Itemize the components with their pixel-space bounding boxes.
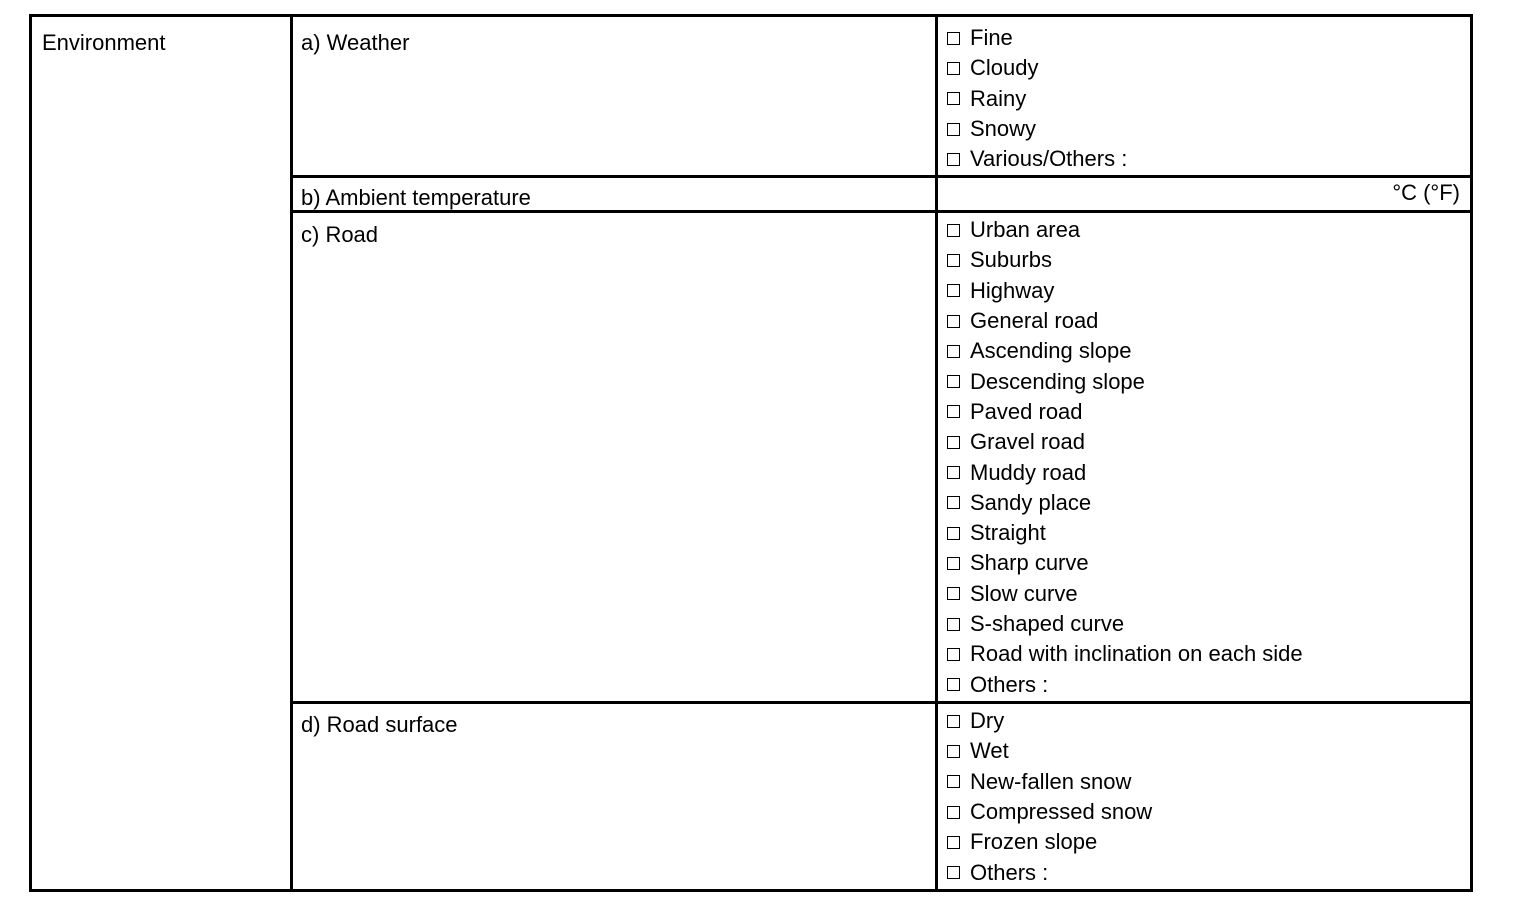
road-option-muddy-road[interactable] xyxy=(947,457,1303,487)
option-label: Straight xyxy=(970,520,1046,546)
road-option-others[interactable] xyxy=(947,669,1303,699)
option-label: Muddy road xyxy=(970,459,1087,485)
checkbox-icon[interactable] xyxy=(947,745,960,758)
weather-options xyxy=(947,23,1127,174)
road-surface-option-wet[interactable] xyxy=(947,736,1152,766)
road-option-ascending-slope[interactable] xyxy=(947,336,1303,366)
road-surface-option-frozen-slope[interactable] xyxy=(947,827,1152,857)
option-label: S-shaped curve xyxy=(970,611,1125,636)
option-label: Ascending slope xyxy=(970,338,1132,364)
road-options xyxy=(947,215,1303,700)
weather-option-various-others[interactable] xyxy=(947,144,1127,174)
road-option-s-shaped-curve[interactable] xyxy=(947,609,1303,639)
checkbox-icon[interactable] xyxy=(947,527,960,540)
ambient-temperature-label: b) Ambient temperature xyxy=(301,185,531,210)
option-label: Others : xyxy=(970,859,1049,885)
checkbox-icon[interactable] xyxy=(947,284,960,297)
option-label: Road with inclination on each side xyxy=(970,641,1303,667)
temperature-unit: °C (°F) xyxy=(1392,180,1460,205)
weather-option-snowy[interactable] xyxy=(947,114,1127,144)
option-label: Snowy xyxy=(970,116,1037,142)
checkbox-icon[interactable] xyxy=(947,775,960,788)
checkbox-icon[interactable] xyxy=(947,405,960,418)
road-option-highway[interactable] xyxy=(947,276,1303,306)
option-label: Sharp curve xyxy=(970,550,1089,576)
option-label: Fine xyxy=(970,25,1013,51)
checkbox-icon[interactable] xyxy=(947,153,960,166)
weather-label: a) Weather xyxy=(301,30,410,55)
option-label: Suburbs xyxy=(970,247,1052,273)
option-label: Paved road xyxy=(970,398,1083,424)
option-label: Wet xyxy=(970,738,1009,764)
checkbox-icon[interactable] xyxy=(947,715,960,728)
checkbox-icon[interactable] xyxy=(947,587,960,600)
checkbox-icon[interactable] xyxy=(947,806,960,819)
road-option-sharp-curve[interactable] xyxy=(947,548,1303,578)
road-surface-option-compressed-snow[interactable] xyxy=(947,797,1152,827)
option-label: New-fallen snow xyxy=(970,768,1132,794)
option-label: Compressed snow xyxy=(970,799,1153,825)
checkbox-icon[interactable] xyxy=(947,557,960,570)
road-surface-option-dry[interactable] xyxy=(947,706,1152,736)
divider-section-column xyxy=(290,17,293,889)
option-label: General road xyxy=(970,308,1099,334)
option-label: Highway xyxy=(970,277,1055,303)
checkbox-icon[interactable] xyxy=(947,496,960,509)
divider-weather-temperature xyxy=(290,175,1470,178)
option-label: Others : xyxy=(970,671,1049,697)
checkbox-icon[interactable] xyxy=(947,678,960,691)
road-option-general-road[interactable] xyxy=(947,306,1303,336)
section-title: Environment xyxy=(42,30,166,55)
checkbox-icon[interactable] xyxy=(947,92,960,105)
option-label: Urban area xyxy=(970,217,1081,243)
checkbox-icon[interactable] xyxy=(947,254,960,267)
road-label: c) Road xyxy=(301,222,379,247)
checkbox-icon[interactable] xyxy=(947,62,960,75)
checkbox-icon[interactable] xyxy=(947,836,960,849)
road-option-inclination-each-side[interactable] xyxy=(947,639,1303,669)
environment-form xyxy=(29,14,1473,892)
option-label: Dry xyxy=(970,708,1005,734)
road-option-sandy-place[interactable] xyxy=(947,488,1303,518)
checkbox-icon[interactable] xyxy=(947,32,960,45)
option-label: Frozen slope xyxy=(970,829,1098,855)
option-label: Sandy place xyxy=(970,489,1092,515)
weather-option-fine[interactable] xyxy=(947,23,1127,53)
checkbox-icon[interactable] xyxy=(947,866,960,879)
road-surface-options xyxy=(947,706,1152,888)
option-label: Various/Others : xyxy=(970,146,1128,172)
checkbox-icon[interactable] xyxy=(947,466,960,479)
divider-options-column xyxy=(935,17,938,889)
road-surface-label: d) Road surface xyxy=(301,712,458,737)
road-option-paved-road[interactable] xyxy=(947,397,1303,427)
checkbox-icon[interactable] xyxy=(947,618,960,631)
weather-option-rainy[interactable] xyxy=(947,84,1127,114)
checkbox-icon[interactable] xyxy=(947,123,960,136)
option-label: Slow curve xyxy=(970,580,1078,606)
option-label: Rainy xyxy=(970,85,1027,111)
road-option-gravel-road[interactable] xyxy=(947,427,1303,457)
checkbox-icon[interactable] xyxy=(947,375,960,388)
option-label: Gravel road xyxy=(970,429,1085,455)
road-option-urban-area[interactable] xyxy=(947,215,1303,245)
checkbox-icon[interactable] xyxy=(947,315,960,328)
option-label: Cloudy xyxy=(970,55,1039,81)
checkbox-icon[interactable] xyxy=(947,436,960,449)
checkbox-icon[interactable] xyxy=(947,345,960,358)
checkbox-icon[interactable] xyxy=(947,224,960,237)
road-surface-option-others[interactable] xyxy=(947,857,1152,887)
road-option-slow-curve[interactable] xyxy=(947,579,1303,609)
road-option-descending-slope[interactable] xyxy=(947,366,1303,396)
weather-option-cloudy[interactable] xyxy=(947,53,1127,83)
road-surface-option-new-fallen-snow[interactable] xyxy=(947,767,1152,797)
checkbox-icon[interactable] xyxy=(947,648,960,661)
road-option-straight[interactable] xyxy=(947,518,1303,548)
option-label: Descending slope xyxy=(970,368,1145,394)
divider-road-surface xyxy=(290,701,1470,704)
road-option-suburbs[interactable] xyxy=(947,245,1303,275)
